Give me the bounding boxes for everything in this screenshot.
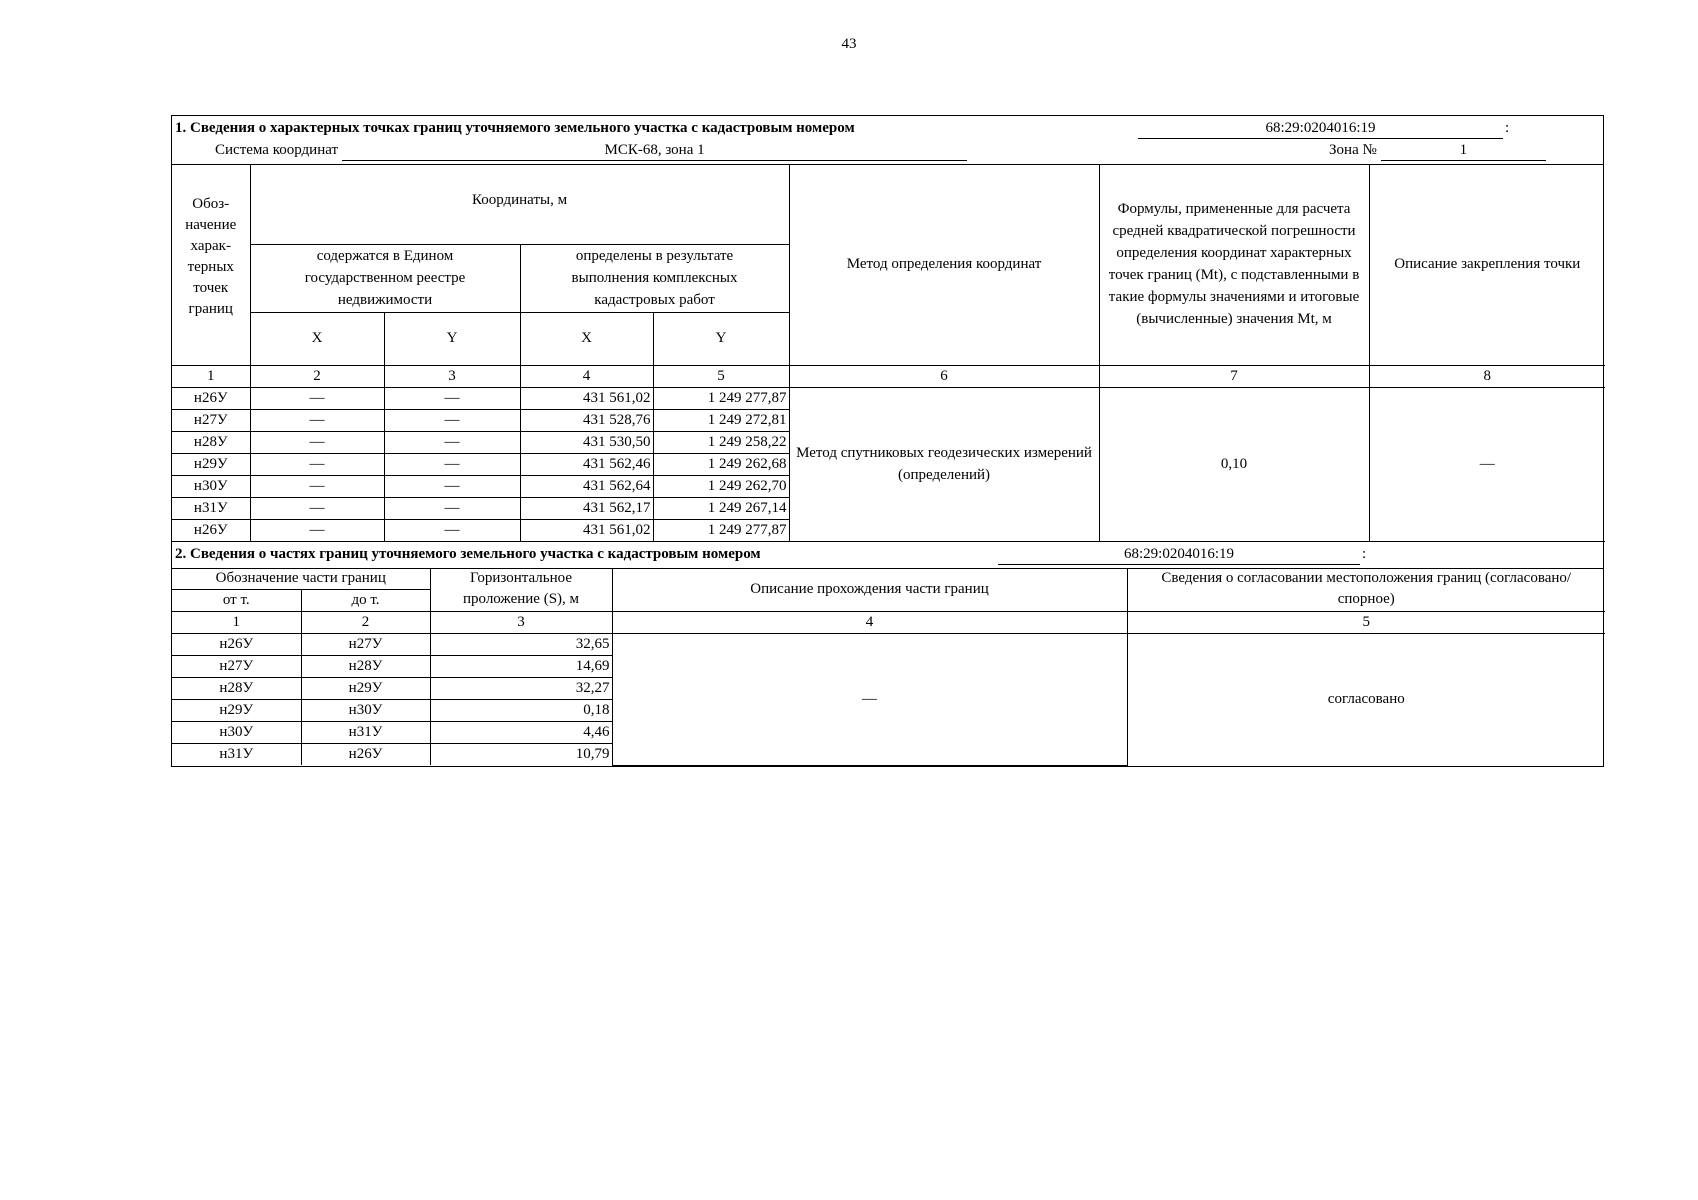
header-part: Обозначение части границ <box>172 568 430 590</box>
section1-colon: : <box>1505 120 1510 136</box>
parts-table <box>172 568 1605 766</box>
column-number: 2 <box>250 365 384 387</box>
section2-title: 2. Сведения о частях границ уточняемого земельного участка с кадастровым номером <box>175 545 761 562</box>
point-name: н26У <box>172 387 250 409</box>
to-point: н26У <box>301 744 430 766</box>
column-number: 1 <box>172 365 250 387</box>
egrn-y: — <box>384 497 520 519</box>
column-number: 8 <box>1369 365 1605 387</box>
determined-y: 1 249 262,70 <box>653 475 789 497</box>
column-number: 5 <box>653 365 789 387</box>
egrn-x: — <box>250 409 384 431</box>
coord-system-value: МСК-68, зона 1 <box>342 140 967 161</box>
column-number: 6 <box>789 365 1099 387</box>
point-name: н29У <box>172 453 250 475</box>
determined-y: 1 249 262,68 <box>653 453 789 475</box>
table-row <box>172 387 1605 409</box>
column-number: 7 <box>1099 365 1369 387</box>
to-point: н30У <box>301 700 430 722</box>
header-designation: Обоз- начение харак- терных точек границ <box>172 164 250 365</box>
from-point: н28У <box>172 678 301 700</box>
egrn-y: — <box>384 475 520 497</box>
egrn-y: — <box>384 387 520 409</box>
points-table <box>172 164 1605 542</box>
determined-y: 1 249 277,87 <box>653 387 789 409</box>
column-number: 3 <box>384 365 520 387</box>
length-value: 10,79 <box>430 744 612 766</box>
fixing-value: — <box>1369 387 1605 541</box>
length-value: 32,65 <box>430 634 612 656</box>
section2-colon: : <box>1362 545 1367 562</box>
from-point: н27У <box>172 656 301 678</box>
length-value: 32,27 <box>430 678 612 700</box>
header-description: Описание прохождения части границ <box>612 568 1127 612</box>
description-value: — <box>612 634 1127 766</box>
egrn-x: — <box>250 431 384 453</box>
egrn-x: — <box>250 519 384 541</box>
header-egrn: содержатся в Едином государственном реестре недвижимости <box>250 244 520 312</box>
determined-x: 431 562,17 <box>520 497 653 519</box>
column-number: 3 <box>430 612 612 634</box>
length-value: 4,46 <box>430 722 612 744</box>
point-name: н27У <box>172 409 250 431</box>
egrn-x: — <box>250 475 384 497</box>
determined-y: 1 249 267,14 <box>653 497 789 519</box>
column-number: 4 <box>612 612 1127 634</box>
egrn-y: — <box>384 409 520 431</box>
header-x-egrn: X <box>250 312 384 365</box>
to-point: н29У <box>301 678 430 700</box>
section1-title: 1. Сведения о характерных точках границ уточняемого земельного участка с кадастровым номером <box>175 120 855 136</box>
determined-x: 431 562,46 <box>520 453 653 475</box>
column-number: 1 <box>172 612 301 634</box>
page-number: 43 <box>841 36 857 52</box>
coord-system-label: Система координат <box>215 142 339 158</box>
header-x-determined: X <box>520 312 653 365</box>
header-coordinates: Координаты, м <box>250 164 789 244</box>
determined-x: 431 562,64 <box>520 475 653 497</box>
column-number: 2 <box>301 612 430 634</box>
column-number: 4 <box>520 365 653 387</box>
determined-x: 431 528,76 <box>520 409 653 431</box>
to-point: н28У <box>301 656 430 678</box>
section1-cadastral-number: 68:29:0204016:19 <box>1138 118 1503 139</box>
cadastral-document <box>171 115 1604 767</box>
to-point: н31У <box>301 722 430 744</box>
method-value: Метод спутниковых геодезических измерений (определений) <box>789 387 1099 541</box>
agreement-value: согласовано <box>1127 634 1605 766</box>
determined-y: 1 249 277,87 <box>653 519 789 541</box>
egrn-y: — <box>384 519 520 541</box>
from-point: н30У <box>172 722 301 744</box>
header-from: от т. <box>172 590 301 612</box>
from-point: н26У <box>172 634 301 656</box>
egrn-x: — <box>250 497 384 519</box>
to-point: н27У <box>301 634 430 656</box>
zone-label: Зона № <box>1329 142 1377 158</box>
section2-cadastral-number: 68:29:0204016:19 <box>998 544 1360 565</box>
header-method: Метод определения координат <box>789 164 1099 365</box>
determined-x: 431 530,50 <box>520 431 653 453</box>
determined-x: 431 561,02 <box>520 519 653 541</box>
header-length: Горизонтальное проложение (S), м <box>430 568 612 612</box>
header-determined: определены в результате выполнения комплексных кадастровых работ <box>520 244 789 312</box>
egrn-x: — <box>250 387 384 409</box>
point-name: н31У <box>172 497 250 519</box>
egrn-y: — <box>384 431 520 453</box>
zone-value: 1 <box>1381 140 1546 161</box>
header-y-egrn: Y <box>384 312 520 365</box>
header-to: до т. <box>301 590 430 612</box>
egrn-x: — <box>250 453 384 475</box>
header-agreement: Сведения о согласовании местоположения границ (согласовано/спорное) <box>1127 568 1605 612</box>
header-formulas: Формулы, примененные для расчета средней квадратической погрешности определения координат характерных точек границ (Mt), с подставленными в такие формулы значениями и итоговые (вычисленные) значения Mt, м <box>1099 164 1369 365</box>
header-fixing: Описание закрепления точки <box>1369 164 1605 365</box>
header-y-determined: Y <box>653 312 789 365</box>
determined-y: 1 249 258,22 <box>653 431 789 453</box>
from-point: н29У <box>172 700 301 722</box>
column-numbers-row <box>172 365 1605 387</box>
point-name: н30У <box>172 475 250 497</box>
egrn-y: — <box>384 453 520 475</box>
column-numbers-row <box>172 612 1605 634</box>
from-point: н31У <box>172 744 301 766</box>
table-row <box>172 634 1605 656</box>
section1-header <box>172 116 1603 165</box>
length-value: 14,69 <box>430 656 612 678</box>
determined-y: 1 249 272,81 <box>653 409 789 431</box>
length-value: 0,18 <box>430 700 612 722</box>
point-name: н26У <box>172 519 250 541</box>
determined-x: 431 561,02 <box>520 387 653 409</box>
mt-value: 0,10 <box>1099 387 1369 541</box>
point-name: н28У <box>172 431 250 453</box>
column-number: 5 <box>1127 612 1605 634</box>
section2-header <box>172 542 1603 569</box>
